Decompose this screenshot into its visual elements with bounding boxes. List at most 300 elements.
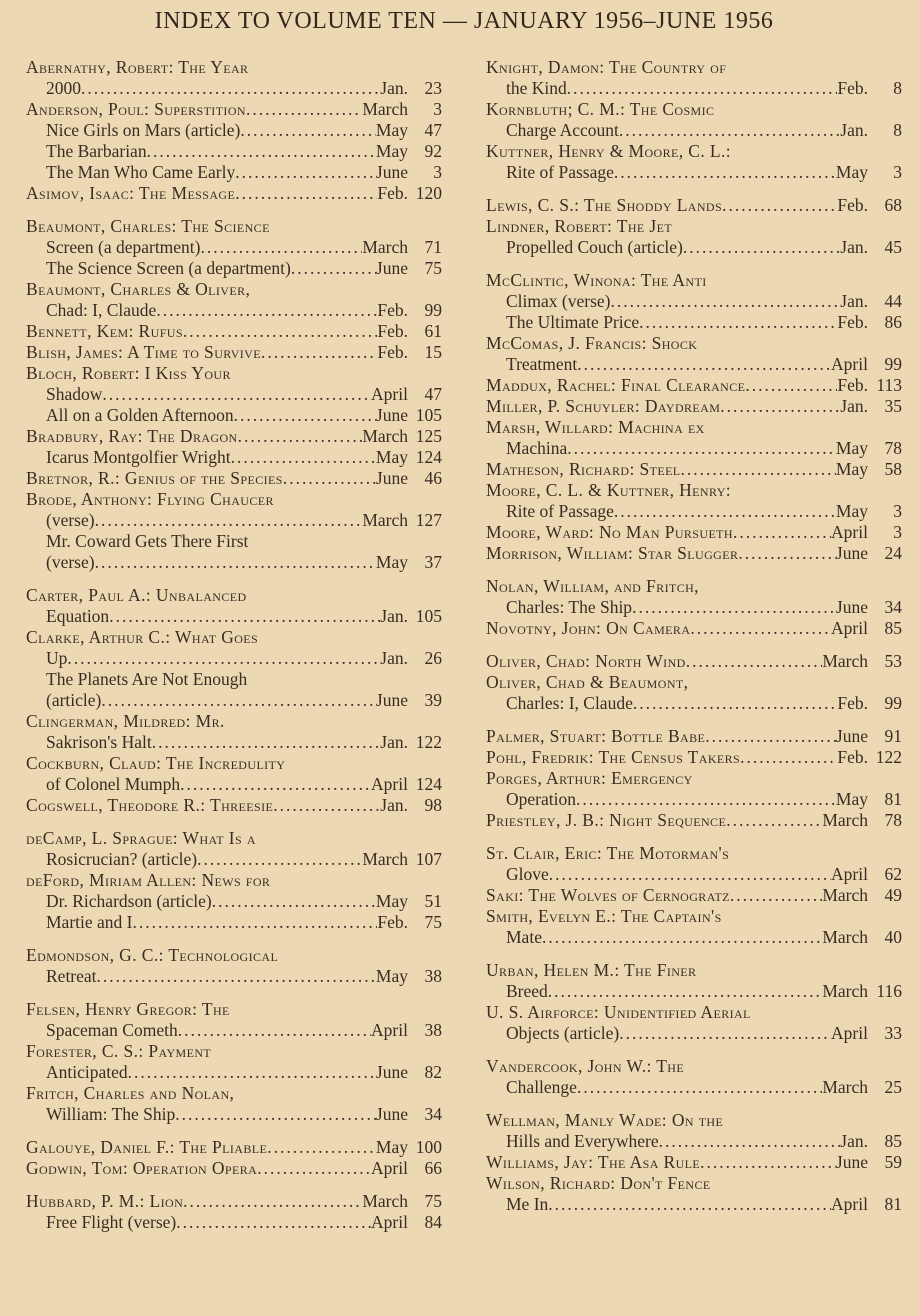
- page-number: 38: [424, 1020, 442, 1040]
- index-entry: [26, 999, 442, 1041]
- leader-dots: [639, 312, 837, 333]
- entry-line: [486, 480, 902, 501]
- leader-dots: [610, 291, 840, 312]
- section-gap: [26, 1125, 442, 1137]
- page-number: 61: [424, 321, 442, 341]
- entry-text: Beaumont, Charles & Oliver,: [26, 279, 251, 299]
- issue-month: April: [371, 384, 408, 404]
- entry-text: William: The Ship: [46, 1104, 176, 1124]
- entry-text: Palmer, Stuart: Bottle Babe: [486, 726, 706, 746]
- issue-month: Feb.: [837, 693, 868, 713]
- page-number: 86: [884, 312, 902, 332]
- page-number: 45: [884, 237, 902, 257]
- entry-text: Williams, Jay: The Asa Rule: [486, 1152, 701, 1172]
- entry-line: [486, 417, 902, 438]
- entry-line: [486, 789, 902, 810]
- entry-line: [486, 396, 902, 417]
- issue-month: Jan.: [840, 1131, 868, 1151]
- index-entry: [486, 1152, 902, 1173]
- entry-line: [486, 522, 902, 543]
- leader-dots: [683, 237, 840, 258]
- entry-text: Nice Girls on Mars (article): [46, 120, 241, 140]
- leader-dots: [235, 183, 377, 204]
- entry-text: Mr. Coward Gets There First: [46, 531, 249, 551]
- entry-line: [486, 99, 902, 120]
- entry-text: Clarke, Arthur C.: What Goes: [26, 627, 259, 647]
- entry-text: Fritch, Charles and Nolan,: [26, 1083, 235, 1103]
- issue-month: April: [831, 1023, 868, 1043]
- entry-text: Bretnor, R.: Genius of the Species: [26, 468, 283, 488]
- index-entry: [26, 489, 442, 531]
- page-number: 23: [424, 78, 442, 98]
- section-gap: [486, 714, 902, 726]
- page-number: 25: [884, 1077, 902, 1097]
- entry-text: deCamp, L. Sprague: What Is a: [26, 828, 256, 848]
- entry-line: [486, 438, 902, 459]
- entry-text: Martie and I: [46, 912, 133, 932]
- issue-month: Feb.: [837, 195, 868, 215]
- entry-text: Treatment: [506, 354, 578, 374]
- index-entry: [26, 669, 442, 711]
- page-number: 71: [424, 237, 442, 257]
- page-number: 39: [424, 690, 442, 710]
- issue-month: May: [835, 162, 868, 182]
- issue-month: Jan.: [380, 648, 408, 668]
- issue-month: March: [362, 426, 408, 446]
- section-gap: [486, 183, 902, 195]
- issue-month: June: [375, 690, 408, 710]
- entry-line: [26, 447, 442, 468]
- entry-text: Retreat: [46, 966, 97, 986]
- index-entry: [486, 99, 902, 141]
- leader-dots: [614, 501, 836, 522]
- entry-text: Kuttner, Henry & Moore, C. L.:: [486, 141, 732, 161]
- leader-dots: [619, 1023, 831, 1044]
- issue-month: April: [831, 354, 868, 374]
- page-number: 75: [424, 258, 442, 278]
- page-number: 8: [893, 78, 902, 98]
- entry-text: Propelled Couch (article): [506, 237, 683, 257]
- page-number: 26: [424, 648, 442, 668]
- entry-line: [486, 120, 902, 141]
- entry-text: Galouye, Daniel F.: The Pliable: [26, 1137, 268, 1157]
- index-entry: [26, 1191, 442, 1212]
- leader-dots: [700, 1152, 836, 1173]
- index-entry: [486, 960, 902, 1002]
- leader-dots: [156, 300, 377, 321]
- entry-text: The Barbarian: [46, 141, 147, 161]
- issue-month: April: [831, 1194, 868, 1214]
- entry-text: Miller, P. Schuyler: Daydream: [486, 396, 721, 416]
- page-number: 47: [424, 384, 442, 404]
- page-number: 122: [415, 732, 442, 752]
- section-gap: [486, 948, 902, 960]
- entry-line: [26, 57, 442, 78]
- entry-text: Chad: I, Claude: [46, 300, 157, 320]
- section-gap: [486, 639, 902, 651]
- leader-dots: [152, 732, 381, 753]
- page-number: 66: [424, 1158, 442, 1178]
- leader-dots: [235, 162, 376, 183]
- entry-text: Felsen, Henry Gregor: The: [26, 999, 230, 1019]
- entry-line: [486, 270, 902, 291]
- leader-dots: [97, 966, 376, 987]
- leader-dots: [659, 1131, 841, 1152]
- leader-dots: [183, 1191, 362, 1212]
- leader-dots: [261, 342, 377, 363]
- index-entry: [26, 753, 442, 795]
- page-number: 46: [424, 468, 442, 488]
- leader-dots: [705, 726, 836, 747]
- entry-text: U. S. Airforce: Unidentified Aerial: [486, 1002, 751, 1022]
- page-number: 105: [415, 606, 442, 626]
- entry-text: Anticipated: [46, 1062, 128, 1082]
- entry-text: Oliver, Chad & Beaumont,: [486, 672, 689, 692]
- leader-dots: [180, 774, 371, 795]
- entry-text: Charge Account: [506, 120, 619, 140]
- entry-line: [486, 141, 902, 162]
- page-number: 85: [884, 1131, 902, 1151]
- index-entry: [26, 141, 442, 162]
- entry-text: Porges, Arthur: Emergency: [486, 768, 693, 788]
- index-entry: [26, 1212, 442, 1233]
- page-number: 107: [415, 849, 442, 869]
- entry-line: [486, 885, 902, 906]
- index-entry: [26, 711, 442, 753]
- entry-text: Spaceman Cometh: [46, 1020, 178, 1040]
- entry-line: [26, 1083, 442, 1104]
- entry-text: Bennett, Kem: Rufus: [26, 321, 183, 341]
- index-entry: [26, 447, 442, 468]
- page-number: 62: [884, 864, 902, 884]
- leader-dots: [686, 651, 823, 672]
- index-entry: [486, 375, 902, 396]
- page-number: 53: [884, 651, 902, 671]
- entry-text: Nolan, William, and Fritch,: [486, 576, 699, 596]
- index-entry: [486, 651, 902, 672]
- entry-line: [26, 162, 442, 183]
- leader-dots: [577, 1077, 822, 1098]
- section-gap: [486, 258, 902, 270]
- entry-text: Rite of Passage: [506, 501, 614, 521]
- index-entry: [26, 363, 442, 405]
- entry-line: [26, 690, 442, 711]
- issue-month: May: [375, 447, 408, 467]
- index-entry: [26, 162, 442, 183]
- index-entry: [26, 912, 442, 933]
- entry-line: [26, 1104, 442, 1125]
- page-number: 120: [415, 183, 442, 203]
- entry-line: [486, 1194, 902, 1215]
- page-number: 116: [876, 981, 902, 1001]
- index-entry: [26, 468, 442, 489]
- issue-month: March: [822, 651, 868, 671]
- index-entry: [486, 906, 902, 948]
- entry-line: [486, 78, 902, 99]
- index-entry: [26, 258, 442, 279]
- entry-line: [486, 672, 902, 693]
- leader-dots: [577, 354, 831, 375]
- entry-line: [486, 57, 902, 78]
- entry-line: [26, 585, 442, 606]
- entry-line: [26, 78, 442, 99]
- index-entry: [26, 216, 442, 258]
- entry-line: [26, 849, 442, 870]
- issue-month: April: [831, 618, 868, 638]
- issue-month: April: [371, 774, 408, 794]
- leader-dots: [67, 648, 380, 669]
- leader-dots: [176, 1212, 371, 1233]
- entry-line: [26, 945, 442, 966]
- entry-text: St. Clair, Eric: The Motorman's: [486, 843, 730, 863]
- index-entry: [486, 417, 902, 459]
- entry-line: [486, 1023, 902, 1044]
- issue-month: June: [375, 162, 408, 182]
- page-number: 99: [884, 354, 902, 374]
- issue-month: Feb.: [377, 912, 408, 932]
- page-number: 40: [884, 927, 902, 947]
- page-number: 3: [893, 162, 902, 182]
- entry-text: Dr. Richardson (article): [46, 891, 212, 911]
- index-entry: [486, 1110, 902, 1152]
- issue-month: April: [371, 1158, 408, 1178]
- issue-month: March: [362, 510, 408, 530]
- entry-text: Free Flight (verse): [46, 1212, 177, 1232]
- entry-text: Marsh, Willard: Machina ex: [486, 417, 705, 437]
- entry-line: [26, 183, 442, 204]
- entry-line: [26, 753, 442, 774]
- section-gap: [26, 933, 442, 945]
- entry-line: [486, 810, 902, 831]
- page-number: 113: [876, 375, 902, 395]
- issue-month: March: [822, 981, 868, 1001]
- entry-line: [26, 1137, 442, 1158]
- entry-line: [26, 216, 442, 237]
- issue-month: June: [375, 405, 408, 425]
- page-number: 82: [424, 1062, 442, 1082]
- leader-dots: [102, 384, 371, 405]
- index-entry: [486, 312, 902, 333]
- leader-dots: [95, 552, 376, 573]
- entry-line: [486, 618, 902, 639]
- entry-text: Breed: [506, 981, 548, 1001]
- entry-text: Godwin, Tom: Operation Opera: [26, 1158, 258, 1178]
- page-number: 75: [424, 912, 442, 932]
- entry-text: Asimov, Isaac: The Message: [26, 183, 236, 203]
- page-number: 99: [424, 300, 442, 320]
- index-entry: [26, 1158, 442, 1179]
- index-entry: [26, 426, 442, 447]
- entry-line: [26, 141, 442, 162]
- issue-month: March: [362, 237, 408, 257]
- page-number: 78: [884, 438, 902, 458]
- entry-line: [486, 375, 902, 396]
- page-number: 81: [884, 789, 902, 809]
- leader-dots: [614, 162, 836, 183]
- entry-text: Bradbury, Ray: The Dragon: [26, 426, 238, 446]
- entry-line: [486, 906, 902, 927]
- page-number: 85: [884, 618, 902, 638]
- issue-month: Feb.: [377, 321, 408, 341]
- leader-dots: [273, 795, 380, 816]
- entry-line: [26, 321, 442, 342]
- entry-line: [486, 1077, 902, 1098]
- left-column: [26, 57, 442, 1233]
- leader-dots: [576, 789, 836, 810]
- entry-text: Mate: [506, 927, 542, 947]
- index-entry: [26, 627, 442, 669]
- page-number: 37: [424, 552, 442, 572]
- entry-line: [26, 531, 442, 552]
- entry-line: [486, 1173, 902, 1194]
- page-number: 125: [415, 426, 442, 446]
- leader-dots: [246, 99, 362, 120]
- entry-text: Machina: [506, 438, 568, 458]
- entry-text: The Man Who Came Early: [46, 162, 236, 182]
- entry-line: [26, 258, 442, 279]
- issue-month: April: [831, 864, 868, 884]
- index-entry: [486, 1173, 902, 1215]
- issue-month: Jan.: [840, 237, 868, 257]
- issue-month: Feb.: [377, 300, 408, 320]
- entry-line: [26, 1020, 442, 1041]
- index-entry: [26, 1041, 442, 1083]
- leader-dots: [567, 438, 836, 459]
- entry-text: Vandercook, John W.: The: [486, 1056, 685, 1076]
- section-gap: [486, 1044, 902, 1056]
- index-entry: [486, 195, 902, 216]
- page-number: 105: [415, 405, 442, 425]
- entry-line: [26, 795, 442, 816]
- entry-line: [26, 891, 442, 912]
- entry-text: The Planets Are Not Enough: [46, 669, 248, 689]
- entry-line: [486, 162, 902, 183]
- issue-month: Feb.: [837, 375, 868, 395]
- issue-month: March: [822, 927, 868, 947]
- entry-text: (verse): [46, 552, 95, 572]
- entry-text: Oliver, Chad: North Wind: [486, 651, 686, 671]
- index-entry: [26, 405, 442, 426]
- entry-text: Charles: I, Claude: [506, 693, 633, 713]
- entry-line: [486, 747, 902, 768]
- entry-line: [26, 870, 442, 891]
- entry-text: deFord, Miriam Allen: News for: [26, 870, 271, 890]
- index-entry: [26, 870, 442, 912]
- index-entry: [26, 120, 442, 141]
- entry-line: [26, 669, 442, 690]
- leader-dots: [633, 693, 838, 714]
- section-gap: [486, 1098, 902, 1110]
- entry-text: Equation: [46, 606, 110, 626]
- entry-text: Knight, Damon: The Country of: [486, 57, 727, 77]
- entry-line: [26, 912, 442, 933]
- entry-line: [26, 120, 442, 141]
- index-entry: [486, 576, 902, 618]
- entry-text: Urban, Helen M.: The Finer: [486, 960, 697, 980]
- index-entry: [486, 618, 902, 639]
- page-number: 68: [884, 195, 902, 215]
- entry-line: [26, 1191, 442, 1212]
- entry-line: [26, 552, 442, 573]
- section-gap: [26, 573, 442, 585]
- index-entry: [486, 57, 902, 99]
- index-entry: [486, 270, 902, 312]
- entry-line: [486, 501, 902, 522]
- leader-dots: [81, 78, 380, 99]
- leader-dots: [175, 1104, 376, 1125]
- entry-text: Glove: [506, 864, 549, 884]
- entry-text: Wellman, Manly Wade: On the: [486, 1110, 724, 1130]
- leader-dots: [632, 597, 836, 618]
- entry-line: [486, 216, 902, 237]
- leader-dots: [738, 543, 836, 564]
- index-entry: [26, 945, 442, 987]
- entry-line: [486, 459, 902, 480]
- index-entry: [26, 828, 442, 870]
- entry-text: Cogswell, Theodore R.: Threesie: [26, 795, 274, 815]
- page-number: 3: [893, 522, 902, 542]
- entry-text: Hubbard, P. M.: Lion: [26, 1191, 184, 1211]
- issue-month: Jan.: [380, 795, 408, 815]
- leader-dots: [212, 891, 376, 912]
- issue-month: June: [375, 1062, 408, 1082]
- leader-dots: [109, 606, 380, 627]
- entry-line: [486, 927, 902, 948]
- entry-text: Me In: [506, 1194, 549, 1214]
- index-entry: [486, 543, 902, 564]
- index-entry: [486, 810, 902, 831]
- issue-month: April: [371, 1212, 408, 1232]
- page-number: 24: [884, 543, 902, 563]
- entry-text: Morrison, William: Star Slugger: [486, 543, 739, 563]
- issue-month: March: [822, 810, 868, 830]
- index-columns: [26, 57, 902, 1233]
- section-gap: [26, 204, 442, 216]
- page-number: 35: [884, 396, 902, 416]
- entry-line: [26, 732, 442, 753]
- page-number: 98: [424, 795, 442, 815]
- entry-line: [486, 1131, 902, 1152]
- issue-month: May: [375, 891, 408, 911]
- issue-month: Jan.: [840, 396, 868, 416]
- entry-text: Saki: The Wolves of Cernogratz: [486, 885, 730, 905]
- entry-text: Forester, C. S.: Payment: [26, 1041, 212, 1061]
- page-number: 3: [433, 162, 442, 182]
- issue-month: Feb.: [837, 747, 868, 767]
- issue-month: May: [835, 789, 868, 809]
- entry-text: Bloch, Robert: I Kiss Your: [26, 363, 231, 383]
- page-number: 15: [424, 342, 442, 362]
- entry-line: [486, 543, 902, 564]
- entry-text: Wilson, Richard: Don't Fence: [486, 1173, 711, 1193]
- entry-line: [26, 1062, 442, 1083]
- entry-text: Hills and Everywhere: [506, 1131, 659, 1151]
- leader-dots: [740, 747, 837, 768]
- page-number: 84: [424, 1212, 442, 1232]
- issue-month: Jan.: [380, 732, 408, 752]
- index-entry: [486, 843, 902, 885]
- entry-text: Abernathy, Robert: The Year: [26, 57, 249, 77]
- issue-month: May: [375, 141, 408, 161]
- issue-month: June: [835, 543, 868, 563]
- issue-month: May: [375, 966, 408, 986]
- leader-dots: [197, 849, 362, 870]
- leader-dots: [548, 981, 823, 1002]
- index-entry: [486, 747, 902, 768]
- entry-line: [486, 960, 902, 981]
- index-entry: [486, 216, 902, 258]
- page-number: 127: [415, 510, 442, 530]
